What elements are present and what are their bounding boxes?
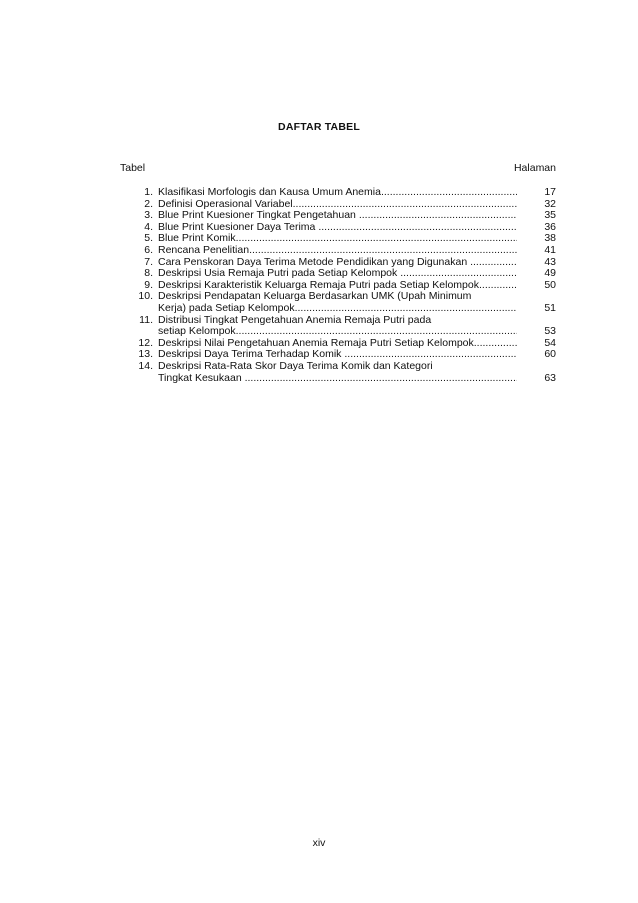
entry-page-number: 41 [544,243,556,256]
entry-page-number: 53 [544,325,556,338]
table-of-contents-list [120,187,556,384]
entry-title [158,245,517,257]
entry-number: 5. [144,232,153,245]
entry-title-line: Distribusi Tingkat Pengetahuan Anemia Remaja Putri pada [158,314,432,326]
column-header-page: Halaman [513,162,556,174]
list-item [120,245,556,257]
entry-page-number: 43 [544,255,556,268]
entry-title [158,349,517,361]
list-item [120,361,556,384]
entry-title [158,257,517,269]
entry-title-line: Cara Penskoran Daya Terima Metode Pendidikan yang Digunakan . ..... [158,257,517,269]
entry-number: 2. [144,197,153,210]
entry-number: 12. [138,336,153,349]
entry-number: 10. [138,290,153,303]
entry-page-number: 38 [544,232,556,245]
entry-title [158,280,517,292]
entry-title [158,268,517,280]
entry-title-line: Blue Print Kuesioner Tingkat Pengetahuan ..... [158,210,517,222]
entry-title [158,338,517,350]
entry-title [158,187,517,199]
entry-number: 7. [144,255,153,268]
list-item [120,291,556,314]
entry-title-line: Deskripsi Nilai Pengetahuan Anemia Remaja Putri Setiap Kelompok ..... [158,338,517,350]
page-number: xiv [312,837,326,849]
entry-title-line: Deskripsi Daya Terima Terhadap Komik ..... [158,349,517,361]
entry-title-line: Klasifikasi Morfologis dan Kausa Umum Anemia ..... [158,187,517,199]
entry-number: 3. [144,209,153,222]
entry-title [158,222,517,234]
entry-page-number: 36 [544,220,556,233]
list-item [120,210,556,222]
entry-page-number: 35 [544,209,556,222]
entry-page-number: 49 [544,267,556,280]
entry-page-number: 51 [544,301,556,314]
entry-number: 1. [144,186,153,198]
entry-title-line: Deskripsi Karakteristik Keluarga Remaja Putri pada Setiap Kelompok ..... [158,280,517,292]
entry-page-number: 54 [544,336,556,349]
column-header-table: Tabel [120,162,146,174]
entry-title-line: Deskripsi Usia Remaja Putri pada Setiap Kelompok ..... [158,268,517,280]
entry-title-line: Definisi Operasional Variabel ..... [158,199,517,211]
list-item [120,257,556,269]
list-item [120,338,556,350]
entry-page-number: 50 [544,278,556,291]
entry-number: 9. [144,278,153,291]
list-item [120,349,556,361]
entry-title [158,291,517,314]
entry-number: 14. [138,359,153,372]
list-item [120,268,556,280]
page-title: DAFTAR TABEL [278,121,360,133]
entry-title-line: Kerja) pada Setiap Kelompok ..... [158,303,517,315]
entry-page-number: 63 [544,371,556,384]
list-item [120,280,556,292]
entry-title [158,315,517,338]
list-item [120,315,556,338]
entry-title-line: Deskripsi Rata-Rata Skor Daya Terima Komik dan Kategori [158,360,433,372]
entry-title-line: setiap Kelompok ..... [158,326,517,338]
entry-number: 8. [144,267,153,280]
entry-title-line: Tingkat Kesukaan ..... [158,373,517,385]
entry-title [158,210,517,222]
entry-page-number: 32 [544,197,556,210]
entry-title-line: Rencana Penelitian ..... [158,245,517,257]
list-item [120,222,556,234]
entry-number: 6. [144,243,153,256]
entry-page-number: 17 [544,186,556,198]
entry-number: 13. [138,348,153,361]
entry-title-line: Deskripsi Pendapatan Keluarga Berdasarkan UMK (Upah Minimum [158,291,472,303]
entry-title [158,233,517,245]
entry-title [158,199,517,211]
entry-title-line: Blue Print Komik ..... [158,233,517,245]
list-item [120,187,556,199]
list-item [120,233,556,245]
entry-number: 4. [144,220,153,233]
list-item [120,199,556,211]
entry-page-number: 60 [544,348,556,361]
entry-title [158,361,517,384]
entry-number: 11. [139,313,153,326]
entry-title-line: Blue Print Kuesioner Daya Terima ..... [158,222,517,234]
